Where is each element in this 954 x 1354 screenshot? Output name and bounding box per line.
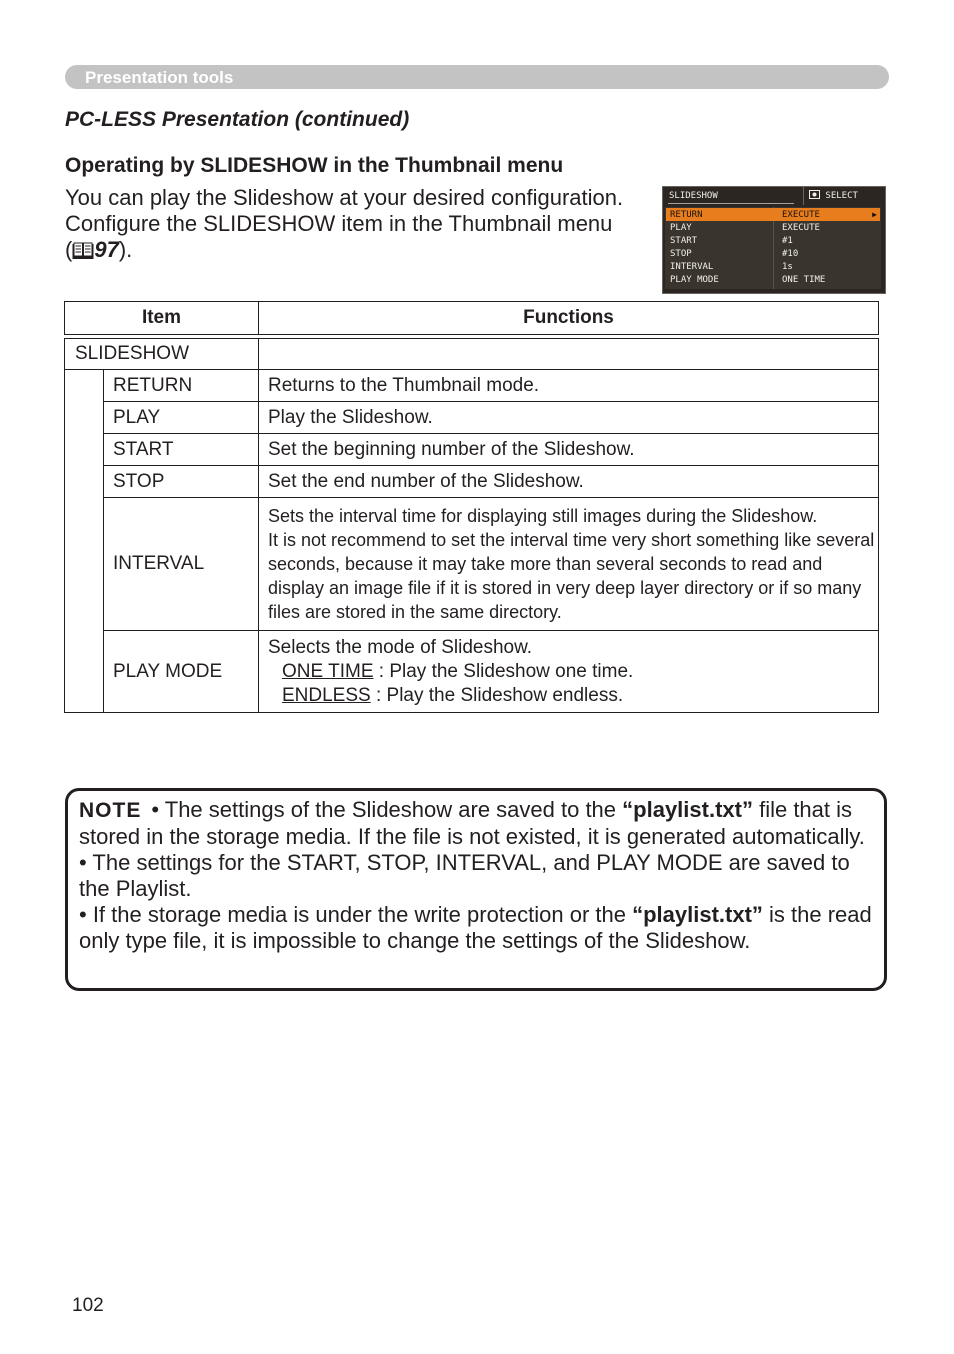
note-paragraph-2: • The settings for the START, STOP, INTERVAL, and PLAY MODE are saved to the Playlist. <box>79 850 850 901</box>
osd-select-hint <box>809 190 858 201</box>
osd-row-key: RETURN <box>670 210 703 220</box>
osd-title: SLIDESHOW <box>669 191 718 201</box>
osd-select-label: SELECT <box>825 191 858 201</box>
table-row <box>65 339 879 370</box>
slideshow-menu-screenshot <box>662 186 886 294</box>
note-p1-a: • The settings of the Slideshow are saved to the <box>151 797 623 822</box>
osd-row-key: START <box>670 236 698 246</box>
osd-row-value: EXECUTE <box>782 210 820 220</box>
mode-option-one-time <box>268 660 878 684</box>
table-row <box>65 466 879 498</box>
osd-row-stop[interactable] <box>666 247 880 260</box>
select-button-icon <box>809 190 820 199</box>
mode-name: ONE TIME <box>282 661 374 682</box>
page-reference[interactable] <box>72 237 118 262</box>
item-cell: PLAY MODE <box>104 631 259 713</box>
indent-cell <box>65 370 104 713</box>
osd-row-value: ONE TIME <box>782 275 826 285</box>
column-header-item: Item <box>65 302 259 335</box>
group-function-cell <box>259 339 879 370</box>
table-row <box>65 498 879 631</box>
interval-description <box>268 498 878 630</box>
intro-paragraph <box>65 185 655 263</box>
item-cell: PLAY <box>104 402 259 434</box>
book-icon <box>72 242 94 260</box>
note-paragraph-3 <box>79 902 874 954</box>
note-box <box>65 788 887 991</box>
osd-row-key: STOP <box>670 249 692 259</box>
play-mode-intro: Selects the mode of Slideshow. <box>268 637 533 658</box>
function-cell: Set the end number of the Slideshow. <box>259 466 879 498</box>
mode-desc: : Play the Slideshow endless. <box>370 685 624 706</box>
note-p3-file: “playlist.txt” <box>632 902 763 927</box>
osd-row-value: #1 <box>782 236 793 246</box>
subsection-title: Operating by SLIDESHOW in the Thumbnail menu <box>65 154 564 177</box>
item-cell: START <box>104 434 259 466</box>
mode-option-endless <box>268 684 878 708</box>
mode-name: ENDLESS <box>282 685 371 706</box>
function-cell: Set the beginning number of the Slideshow. <box>259 434 879 466</box>
intro-line-1: You can play the Slideshow at your desired configuration. <box>65 185 624 210</box>
ref-close: ). <box>118 237 133 262</box>
play-mode-description <box>268 631 878 712</box>
item-cell: STOP <box>104 466 259 498</box>
osd-row-key: PLAY <box>670 223 692 233</box>
table-row <box>65 402 879 434</box>
section-title: PC-LESS Presentation (continued) <box>65 108 410 131</box>
interval-description-line-1: Sets the interval time for displaying still images during the Slideshow. <box>268 506 818 526</box>
item-cell: RETURN <box>104 370 259 402</box>
osd-row-interval[interactable] <box>666 260 880 273</box>
note-p1-b: file that is stored in the storage media. If the file is not existed, it is generated automatically. <box>79 797 865 849</box>
osd-header <box>663 187 885 205</box>
note-p3-a: • If the storage media is under the write protection or the <box>79 902 633 927</box>
page-number: 102 <box>72 1295 104 1316</box>
function-cell <box>259 498 879 631</box>
page-reference-number: 97 <box>94 237 119 262</box>
osd-row-return[interactable] <box>666 208 880 221</box>
osd-row-value: #10 <box>782 249 799 259</box>
interval-description-line-2: It is not recommend to set the interval time very short something like several seconds, because it may take more than several seconds to read and display an image file if it is stored in very deep layer directory or if so many files are stored in the same directory. <box>268 530 875 622</box>
osd-row-key: INTERVAL <box>670 262 714 272</box>
table-header-row <box>65 302 879 335</box>
section-header-label: Presentation tools <box>85 68 234 87</box>
intro-line-2: Configure the SLIDESHOW item in the Thumbnail menu <box>65 211 613 236</box>
osd-row-value: 1s <box>782 262 793 272</box>
mode-desc: : Play the Slideshow one time. <box>373 661 634 682</box>
table-row <box>65 631 879 713</box>
function-cell: Returns to the Thumbnail mode. <box>259 370 879 402</box>
osd-title-underline <box>668 203 794 204</box>
item-cell: INTERVAL <box>104 498 259 631</box>
note-p1-file: “playlist.txt” <box>622 797 753 822</box>
note-p3-b: is the read only type file, it is impossible to change the settings of the Slideshow. <box>79 902 872 953</box>
function-cell <box>259 631 879 713</box>
osd-row-value: EXECUTE <box>782 223 820 233</box>
slideshow-items-table <box>64 301 879 713</box>
arrow-right-icon: ▶ <box>872 210 877 219</box>
table-row <box>65 434 879 466</box>
section-header-bar <box>65 65 889 89</box>
table-row <box>65 370 879 402</box>
ref-open: ( <box>65 237 73 262</box>
group-cell-slideshow: SLIDESHOW <box>65 339 259 370</box>
osd-row-key: PLAY MODE <box>670 275 719 285</box>
function-cell: Play the Slideshow. <box>259 402 879 434</box>
osd-row-start[interactable] <box>666 234 880 247</box>
column-header-functions: Functions <box>259 302 879 335</box>
osd-row-play[interactable] <box>666 221 880 234</box>
osd-divider <box>803 187 804 205</box>
osd-row-play-mode[interactable] <box>666 273 880 286</box>
note-label: NOTE <box>79 799 142 822</box>
